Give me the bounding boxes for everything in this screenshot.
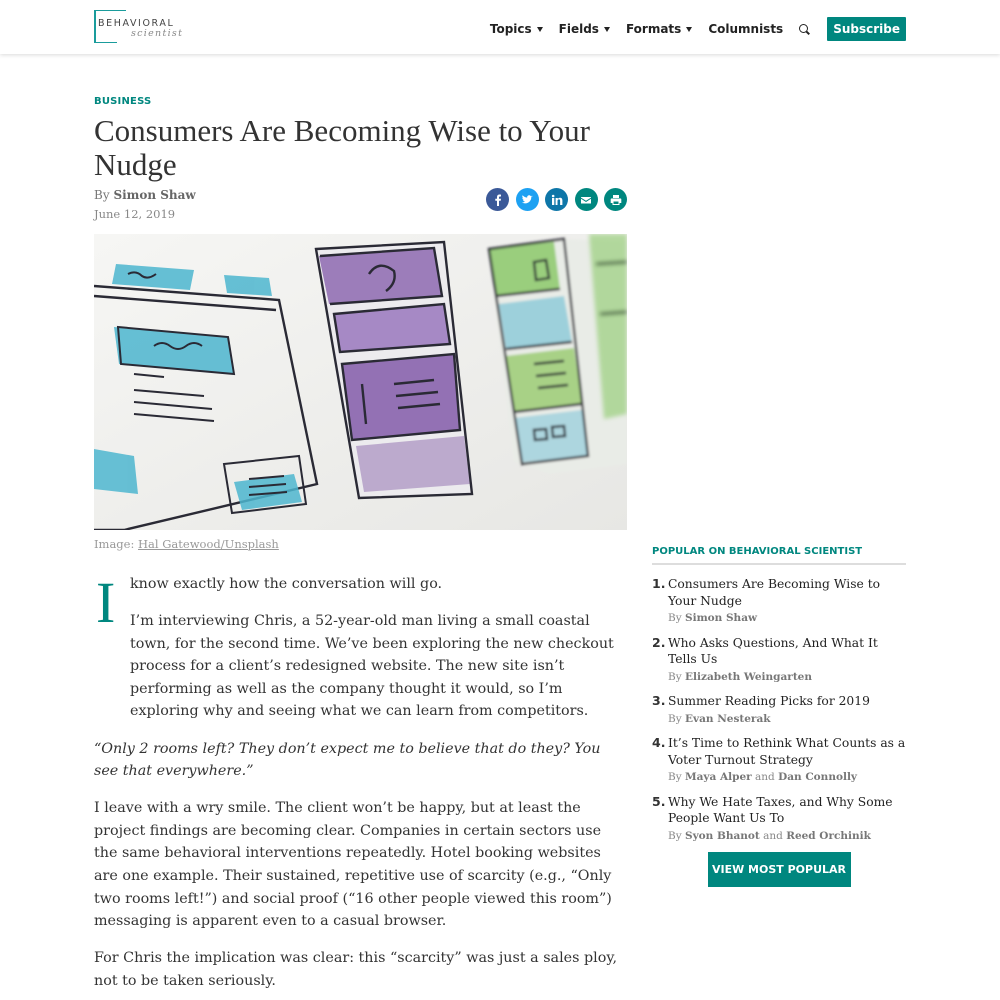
caret-down-icon <box>537 27 543 32</box>
article-category[interactable]: BUSINESS <box>94 96 152 107</box>
by-prefix: By <box>668 771 682 783</box>
facebook-icon[interactable] <box>486 188 509 211</box>
subscribe-button[interactable]: Subscribe <box>827 17 906 41</box>
popular-byline <box>668 670 906 684</box>
popular-item <box>652 693 906 726</box>
popular-sidebar <box>652 546 906 887</box>
article-meta <box>94 188 627 228</box>
popular-rank: 5. <box>652 793 666 809</box>
twitter-icon[interactable] <box>516 188 539 211</box>
share-bar <box>480 188 628 211</box>
popular-item <box>652 735 906 784</box>
publish-date: June 12, 2019 <box>94 207 176 221</box>
author-link[interactable]: Evan Nesterak <box>685 712 771 725</box>
popular-title-link[interactable]: It’s Time to Rethink What Counts as a Voter Turnout Strategy <box>668 736 906 767</box>
popular-byline <box>668 829 906 843</box>
by-prefix: By <box>668 829 682 842</box>
article-title: Consumers Are Becoming Wise to Your Nudge <box>94 113 590 182</box>
popular-item <box>652 794 906 843</box>
main-nav <box>474 17 906 41</box>
author-link[interactable]: Maya Alper <box>685 771 752 783</box>
hero-image <box>94 234 627 530</box>
author-link[interactable]: Reed Orchinik <box>786 829 871 842</box>
nav-fields-label: Fields <box>558 22 599 36</box>
popular-byline <box>668 712 906 726</box>
nav-columnists[interactable] <box>708 22 783 36</box>
nav-topics[interactable] <box>490 22 543 36</box>
popular-title-link[interactable]: Consumers Are Becoming Wise to Your Nudge <box>668 577 881 608</box>
search-icon[interactable] <box>799 24 810 35</box>
paragraph: know exactly how the conversation will go. <box>130 576 443 592</box>
article-body <box>94 570 627 993</box>
author-link[interactable]: Simon Shaw <box>685 612 758 624</box>
caret-down-icon <box>686 27 692 32</box>
popular-item <box>652 576 906 625</box>
nav-fields[interactable] <box>559 22 610 36</box>
caret-down-icon <box>604 27 610 32</box>
by-prefix: By <box>668 612 682 624</box>
nav-formats-label: Formats <box>625 22 682 36</box>
nav-topics-label: Topics <box>489 22 532 36</box>
print-icon[interactable] <box>604 188 627 211</box>
popular-rank: 3. <box>652 693 666 708</box>
caption-prefix: Image: <box>94 537 135 551</box>
popular-byline <box>668 611 906 625</box>
author-link[interactable]: Dan Connolly <box>778 771 858 783</box>
popular-title-link[interactable]: Who Asks Questions, And What It Tells Us <box>668 635 878 666</box>
popular-rank: 4. <box>652 735 666 750</box>
logo-main-text: BEHAVIORAL <box>98 18 175 29</box>
author-link[interactable]: Syon Bhanot <box>685 829 760 842</box>
nav-formats[interactable] <box>626 22 692 36</box>
by-prefix: By <box>668 670 682 683</box>
paragraph: I leave with a wry smile. The client won’t be happy, but at least the project findings are becoming clear. Companies in certain sectors use the same behavioral interventions repeatedly. Hotel booking websites are one example. Their sustained, repetitive use of scarcity (e.g., “Only two rooms left!”) and social proof (“16 other people viewed this room”) messaging is apparent even to a casual browser. <box>94 800 612 930</box>
popular-item <box>652 635 906 684</box>
article <box>94 96 627 1000</box>
popular-byline <box>668 770 906 784</box>
byline-prefix: By <box>94 188 110 202</box>
by-prefix: By <box>668 712 682 725</box>
site-header <box>0 0 1000 54</box>
logo-sub-text: scientist <box>131 28 184 39</box>
paragraph: I’m interviewing Chris, a 52-year-old man living a small coastal town, for the second time. We’ve been exploring the new checkout process for a client’s redesigned website. The new site isn’t performing as well as the company thought it would, so I’m exploring why and seeing what we can learn from competitors. <box>130 613 614 720</box>
and-connector: and <box>755 771 775 783</box>
linkedin-icon[interactable] <box>545 188 568 211</box>
wireframe-sketch-illustration <box>94 234 627 530</box>
image-caption <box>94 537 627 551</box>
popular-title-link[interactable]: Summer Reading Picks for 2019 <box>668 694 870 708</box>
popular-rank: 2. <box>652 634 666 650</box>
popular-list <box>652 576 906 843</box>
view-most-popular-button[interactable]: VIEW MOST POPULAR <box>708 852 851 887</box>
popular-heading: POPULAR ON BEHAVIORAL SCIENTIST <box>652 546 906 565</box>
pull-quote: “Only 2 rooms left? They don’t expect me to believe that do they? You see that everywhere.” <box>94 740 601 780</box>
paragraph: For Chris the implication was clear: this “scarcity” was just a sales ploy, not to be taken seriously. <box>94 950 618 989</box>
caption-credit-link[interactable]: Hal Gatewood/Unsplash <box>138 537 279 551</box>
author-link[interactable]: Elizabeth Weingarten <box>685 670 812 683</box>
email-icon[interactable] <box>575 188 598 211</box>
and-connector: and <box>763 829 783 842</box>
drop-cap: I <box>96 570 116 635</box>
author-link[interactable]: Simon Shaw <box>113 188 196 202</box>
nav-columnists-label: Columnists <box>708 22 784 36</box>
popular-title-link[interactable]: Why We Hate Taxes, and Why Some People Want Us To <box>668 794 893 825</box>
popular-rank: 1. <box>652 576 666 591</box>
